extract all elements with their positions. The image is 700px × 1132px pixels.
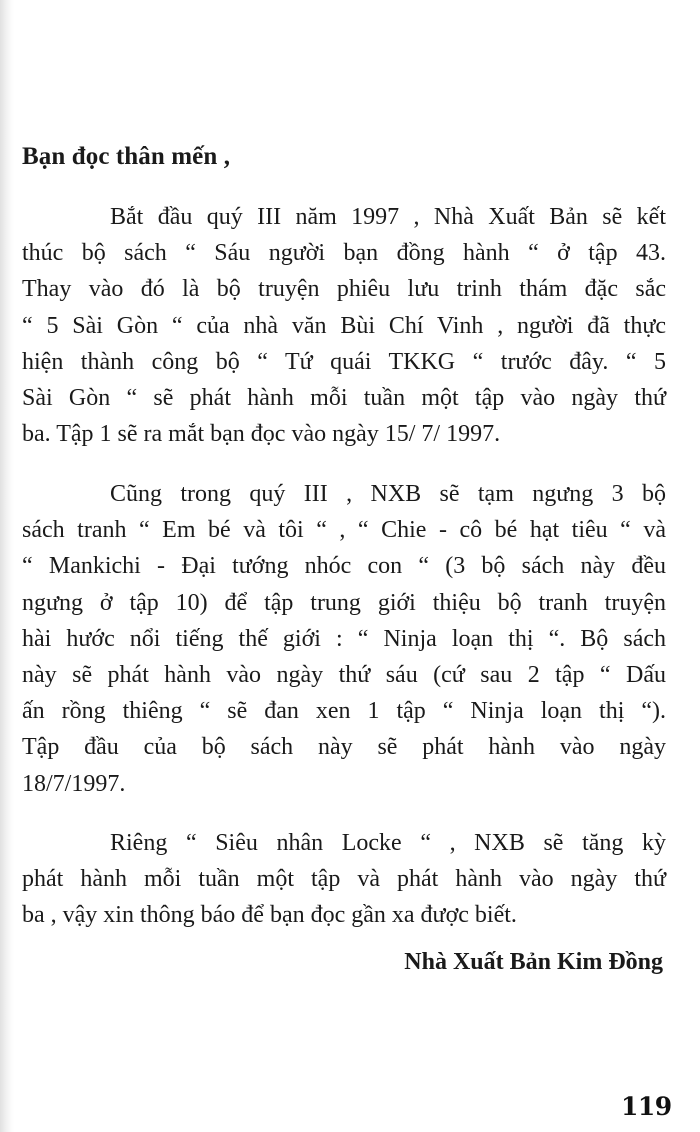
text-line: 18/7/1997.: [22, 770, 126, 797]
text-line: “ Mankichi - Đại tướng nhóc con “ (3 bộ sách này đều: [22, 553, 666, 580]
page-number: 119: [621, 1092, 672, 1121]
text-line: Bắt đầu quý III năm 1997 , Nhà Xuất Bản sẽ kết: [110, 204, 666, 230]
text-line: Thay vào đó là bộ truyện phiêu lưu trinh thám đặc sắc: [22, 276, 666, 303]
text-line: “ 5 Sài Gòn “ của nhà văn Bùi Chí Vinh , người đã thực: [22, 312, 666, 339]
text-line: phát hành mỗi tuần một tập và phát hành vào ngày thứ: [22, 866, 666, 893]
text-line: ngưng ở tập 10) để tập trung giới thiệu bộ tranh truyện: [22, 589, 666, 616]
text-line: ba , vậy xin thông báo để bạn đọc gần xa được biết.: [22, 902, 517, 929]
paragraph-1: [22, 199, 666, 452]
paragraph-3: [22, 825, 666, 934]
text-line: Tập đầu của bộ sách này sẽ phát hành vào ngày: [22, 734, 666, 761]
letter-greeting: Bạn đọc thân mến ,: [22, 143, 231, 170]
text-line: ấn rồng thiêng “ sẽ đan xen 1 tập “ Ninja loạn thị “).: [22, 698, 666, 725]
text-line: Riêng “ Siêu nhân Locke “ , NXB sẽ tăng kỳ: [110, 830, 666, 856]
page-gutter-shadow: [0, 0, 14, 1132]
text-line: này sẽ phát hành vào ngày thứ sáu (cứ sau 2 tập “ Dấu: [22, 661, 666, 688]
text-line: hài hước nổi tiếng thế giới : “ Ninja loạn thị “. Bộ sách: [22, 625, 666, 652]
text-line: sách tranh “ Em bé và tôi “ , “ Chie - cô bé hạt tiêu “ và: [22, 517, 666, 544]
text-line: ba. Tập 1 sẽ ra mắt bạn đọc vào ngày 15/ 7/ 1997.: [22, 421, 501, 448]
publisher-signature: Nhà Xuất Bản Kim Đồng: [404, 949, 663, 975]
text-line: hiện thành công bộ “ Tứ quái TKKG “ trước đây. “ 5: [22, 348, 666, 375]
paragraph-2: [22, 476, 666, 802]
text-line: Cũng trong quý III , NXB sẽ tạm ngưng 3 bộ: [110, 481, 666, 507]
text-line: thúc bộ sách “ Sáu người bạn đồng hành “ ở tập 43.: [22, 240, 666, 267]
text-line: Sài Gòn “ sẽ phát hành mỗi tuần một tập vào ngày thứ: [22, 384, 666, 411]
